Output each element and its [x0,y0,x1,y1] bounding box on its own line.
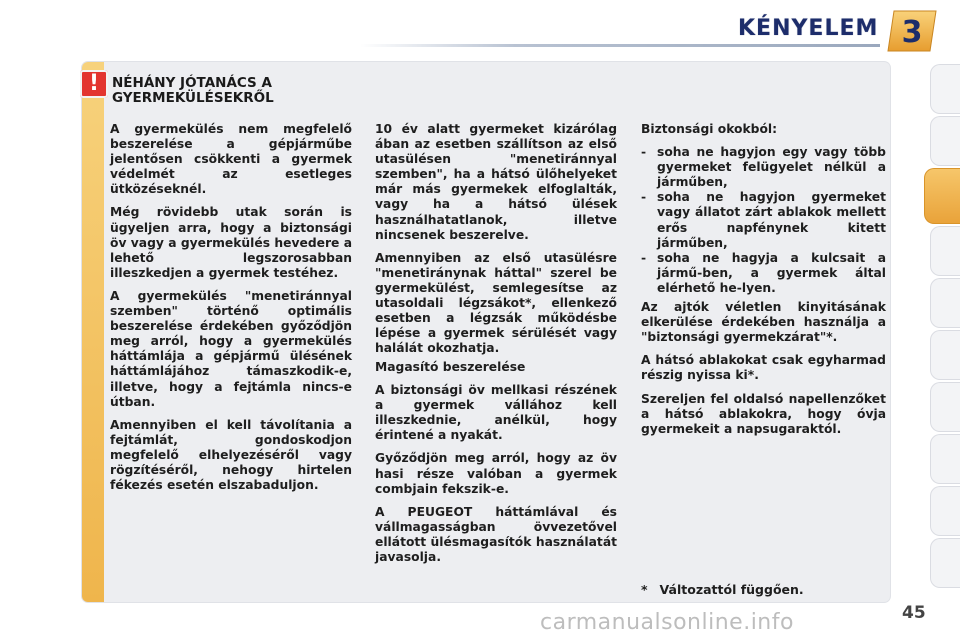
chapter-tabs [924,64,960,604]
chapter-tab[interactable] [930,382,960,432]
page-number: 45 [902,603,926,623]
paragraph: A PEUGEOT háttámlával és vállmagasságban övvezetővel ellátott ülésmagasítók használatát javasolja. [375,504,617,565]
footnote [641,582,881,597]
chapter-tab[interactable] [930,116,960,166]
list-item: - soha ne hagyjon gyermeket vagy állatot zárt ablakok mellett erős napfénynek kitett járműben, [641,190,886,250]
list-item: - soha ne hagyjon egy vagy több gyermeket felügyelet nélkül a járműben, [641,145,886,190]
header-rule [360,44,880,47]
header [0,0,960,58]
paragraph: Az ajtók véletlen kinyitásának elkerülése érdekében használja a "biztonsági gyermekzárat"*. [641,300,886,345]
paragraph-text: Még rövidebb utak során is ügyeljen arra, hogy a biztonsági öv vagy a gyermekülés hevedere [110,205,352,250]
section-title-line: NÉHÁNY JÓTANÁCS A [112,75,272,91]
chapter-tab[interactable] [930,538,960,588]
emphasis-text: a lehető legszorosabban [110,235,352,265]
column-right [641,122,886,445]
booster-subheading: Magasító beszerelése [375,360,526,374]
chapter-tab[interactable] [930,64,960,114]
paragraph: Győződjön meg arról, hogy az öv hasi része valóban a gyermek combjain fekszik-e. [375,451,617,496]
chapter-tab-active[interactable] [924,168,960,224]
paragraph: Amennyiben el kell távolítania a fejtámlát, gondoskodjon megfelelő elhelyezéséről vagy rögzítéséről, nehogy hirtelen fékezés esetén elszabaduljon. [110,417,352,493]
paragraph: A gyermekülés nem megfelelő beszerelése a gépjárműbe jelentősen csökkenti a gyermek védelmét az esetleges ütközéseknél. [110,122,352,197]
list-item: - soha ne hagyja a kulcsait a jármű-ben, a gyermek által elérhető he-lyen. [641,251,886,296]
safety-list [641,145,886,296]
section-title [112,76,372,106]
chapter-tab[interactable] [930,434,960,484]
column-left [110,122,352,501]
warning-icon: ! [80,70,108,98]
section-title-line: GYERMEKÜLÉSEKRŐL [112,90,274,106]
chapter-number: 3 [901,15,923,50]
paragraph: 10 év alatt gyermeket kizárólag ában az esetben szállítson az első utasülésen "menetiránnyal szemben", ha a hátsó ülőhelyeket már más gyermekek elfoglalták, vagy ha a hátsó ülések használhatatlanok, illetve nincsenek beszerelve. [375,122,617,242]
paragraph: A gyermekülés "menetiránnyal szemben" történő optimális beszerelése érdekében győződjön meg arról, hogy a gyermekülés háttámlája a gépjármű ülésének háttámlájához támaszkodik-e, illetve, hogy a fejtámla nincs-e útban. [110,288,352,409]
paragraph: A hátsó ablakokat csak egyharmad részig nyissa ki*. [641,353,886,383]
chapter-tab[interactable] [930,330,960,380]
footnote-text: Változattól függően. [659,582,804,597]
paragraph-text: illeszkedjen a gyermek testéhez. [110,265,339,280]
chapter-number-badge [884,8,940,54]
accent-bar [82,62,104,602]
booster-section [375,360,617,573]
watermark: carmanualsonline.info [540,610,794,635]
footnote-marker: * [641,582,648,597]
safety-subheading: Biztonsági okokból: [641,122,778,136]
paragraph: Szereljen fel oldalsó napellenzőket a hátsó ablakokra, hogy óvja gyermekeit a napsugaraktól. [641,391,886,436]
paragraph: Amennyiben az első utasülésre "menetiránynak háttal" szerel be gyermekülést, semlegesítse az utasoldali légzsákot*, ellenkező esetben a légzsák működésbe lépése a gyermek sérülését vagy halálát okozhatja. [375,250,617,356]
paragraph [110,205,352,280]
column-middle [375,122,617,364]
chapter-tab[interactable] [930,486,960,536]
chapter-tab[interactable] [930,226,960,276]
chapter-title: KÉNYELEM [738,16,879,41]
chapter-tab[interactable] [930,278,960,328]
paragraph: A biztonsági öv mellkasi részének a gyermek vállához kell illeszkednie, anélkül, hogy érintené a nyakát. [375,383,617,443]
